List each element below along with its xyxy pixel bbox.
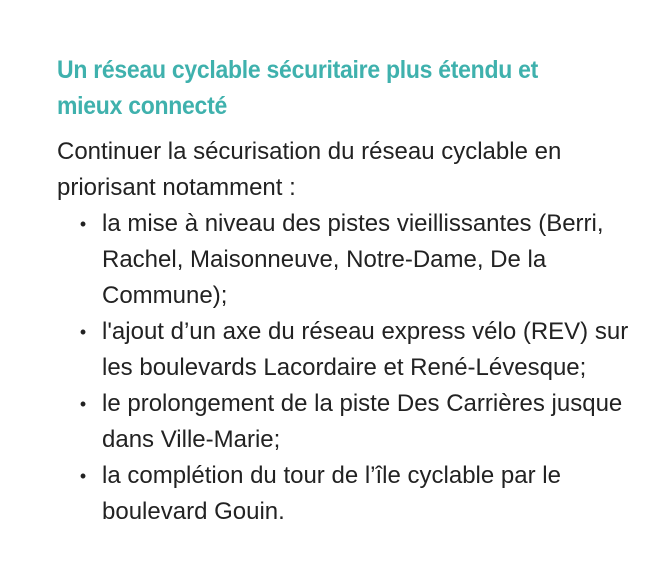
priority-list — [57, 206, 642, 530]
list-item — [57, 386, 642, 458]
list-item-text: la mise à niveau des pistes vieillissantes (Berri, Rachel, Maisonneuve, Notre-Dame, De la Commune); — [102, 210, 604, 309]
bike-network-section — [57, 52, 642, 530]
bullet-icon: • — [79, 322, 87, 342]
list-item-text: le prolongement de la piste Des Carrières jusque dans Ville-Marie; — [102, 390, 623, 453]
list-item — [57, 458, 642, 530]
bullet-icon: • — [79, 214, 87, 234]
section-intro: Continuer la sécurisation du réseau cyclable en priorisant notamment : — [57, 138, 562, 201]
section-heading: Un réseau cyclable sécuritaire plus étendu et mieux connecté — [57, 56, 539, 120]
bullet-icon: • — [79, 466, 87, 486]
list-item — [57, 206, 642, 314]
list-item-text: l'ajout d’un axe du réseau express vélo (REV) sur les boulevards Lacordaire et René-Lévesque; — [102, 318, 629, 381]
list-item-text: la complétion du tour de l’île cyclable par le boulevard Gouin. — [102, 462, 561, 525]
bullet-icon: • — [79, 394, 87, 414]
list-item — [57, 314, 642, 386]
